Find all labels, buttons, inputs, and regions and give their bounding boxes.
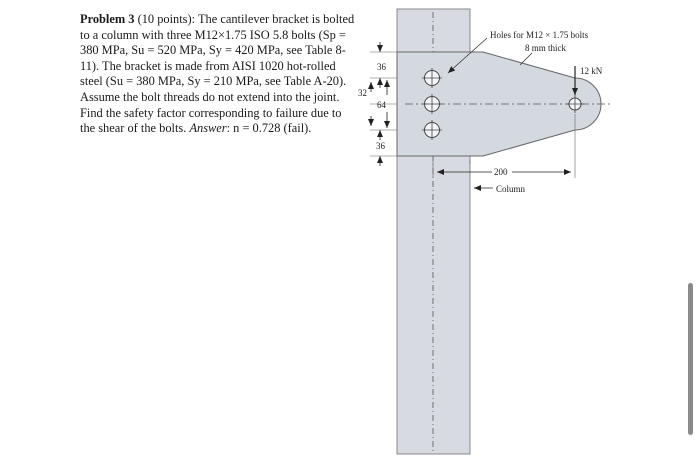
- problem-body: The cantilever bracket is bolted to a column with three M12×1.75 ISO 5.8 bolts (Sp = 380 MPa, Su = 520 MPa, Sy = 420 MPa, see Table 8-11). The bracket is made from AISI 1020 hot-rolled steel (Su = 380 MPa, Sy = 210 MPa, see Table A-20). Assume the bolt threads do not extend into the joint. Find the safety factor corresponding to failure due to the shear of the bolts.: [80, 12, 355, 136]
- column-label: Column: [496, 184, 526, 194]
- scrollbar[interactable]: [688, 283, 693, 435]
- dim-32: 32: [358, 88, 367, 98]
- dim-64: 64: [377, 100, 386, 110]
- answer-label: Answer: [189, 121, 227, 136]
- thickness-label: 8 mm thick: [525, 43, 566, 53]
- dim-36-top: 36: [377, 62, 386, 72]
- dim-200: 200: [494, 167, 508, 177]
- load-label: 12 kN: [580, 66, 603, 76]
- vertical-dimensions: [358, 42, 397, 166]
- thickness-leader: [520, 53, 532, 65]
- dim-36-bottom: 36: [376, 141, 385, 151]
- problem-heading: Problem 3: [80, 12, 135, 26]
- answer-value: : n = 0.728 (fail).: [226, 121, 312, 136]
- holes-label: Holes for M12 × 1.75 bolts: [490, 30, 589, 40]
- problem-points: (10 points):: [134, 12, 198, 26]
